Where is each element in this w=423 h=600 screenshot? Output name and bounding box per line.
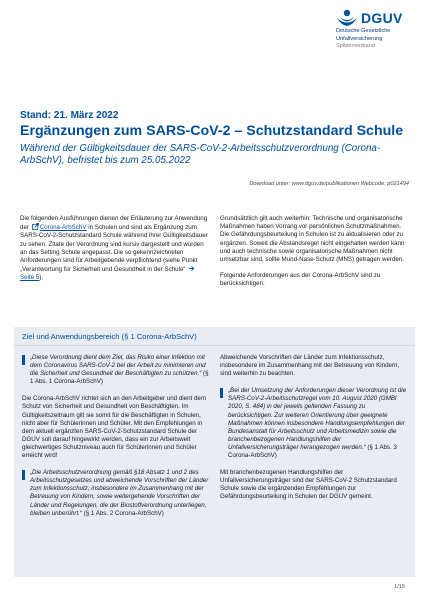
logo-line-3: Spitzenverband xyxy=(336,43,375,50)
quote-block xyxy=(22,354,210,386)
quote-text xyxy=(30,354,210,386)
internal-link-icon xyxy=(188,265,195,272)
page-5-link[interactable]: Seite 5 xyxy=(20,274,40,282)
quote-2-ref: (§ 1 Abs. 2 Corona-ArbSchV) xyxy=(83,509,164,517)
intro-right-column xyxy=(220,215,410,297)
dguv-logo xyxy=(336,9,418,50)
quote-3-ref: (§ 1 Abs. 3 Corona-ArbSchV) xyxy=(228,443,397,460)
quote-3-text: „Bei der Umsetzung der Anforderungen dieser Verordnung ist die SARS-CoV-2-Arbeitsschutzregel vom 10. August 2020 (GMBl 2020, S. 484) in der jeweils geltenden Fassung zu berücksichtigen. Zur weiteren Orientierung über geeignete Maßnahmen können insbesondere Handlungsempfehlungen der Bundesanstalt für Arbeitsschutz und Arbeitsmedizin sowie die branchenbezogenen Handlungshilfen der Unfallversicherungsträger herangezogen werden.“ xyxy=(228,387,407,451)
quote-marker xyxy=(22,354,30,386)
quote-1-ref: (§ 1 Abs. 1 Corona-ArbSchV) xyxy=(30,370,209,386)
intro-text-a: Die folgenden Ausführungen dienen der Erläuterung zur Anwendung der xyxy=(20,215,208,232)
quote-2-text: „Die Arbeitsschutzverordnung gemäß §18 Absatz 1 und 2 des Arbeitsschutzgesetzes und abweichende Vorschriften der Länder zum Infektionsschutz, insbesondere im Zusammenhang mit der Betreuung von Kindern, sowie weitergehende Vorschriften der Länder und Regelungen, die der Biostoffverordnung unterliegen, bleiben unberührt.“ xyxy=(30,469,209,517)
quote-text xyxy=(228,387,408,460)
download-note: Download unter: www.dguv.de/publikationen Webcode: p021494 xyxy=(249,181,409,187)
box-header: Ziel und Anwendungsbereich (§ 1 Corona-ArbSchV) xyxy=(14,327,415,346)
quote-block xyxy=(220,387,408,460)
page-title: Ergänzungen zum SARS-CoV-2 – Schutzstandard Schule xyxy=(20,123,404,139)
quote-marker xyxy=(220,387,228,460)
dguv-logo-icon xyxy=(336,9,358,27)
quote-block xyxy=(22,469,210,518)
scope-info-box xyxy=(14,327,415,577)
box-right-column xyxy=(220,354,408,511)
box-left-paragraph: Die Corona-ArbSchV richtet sich an den Arbeitgeber und dient dem Schutz von Sicherheit und Gesundheit von Beschäftigten. Im Gültigkeitszeitraum gilt sie somit für die Beschäftigten in Schulen, nicht aber für Schülerinnen und Schüler. Mit den Empfehlungen in dem aktuell ergänzten SARS-CoV-2-Schutzstandard Schule der DGUV soll darauf hingewirkt werden, dass ein zur Arbeitswelt gleichwertiges Schutzniveau auch für Schülerinnen und Schüler erreicht wird! xyxy=(22,395,207,460)
intro-text-b: in Schulen und sind als Ergänzung zum SARS-CoV-2-Schutzstandard Schule während ihrer Gültigkeitsdauer zu sehen. Zitate der Verordnung sind kursiv dargestellt und wurden an das Setting Schule angepasst. Die so gekennzeichneten Anforderungen sind für Arbeitgebende verpflichtend (siehe Punkt „Verantwortung für Sicherheit und Gesundheit in der Schule“ xyxy=(20,224,208,274)
logo-line-1: Deutsche Gesetzliche xyxy=(336,28,391,34)
intro-paragraph xyxy=(20,215,210,283)
box-right-paragraph-2: Mit branchenbezogenen Handlungshilfen der Unfallversicherungsträger sind der SARS-CoV-2 Schutzstandard Schule sowie die ergänzenden Empfehlungen zur Gefährdungsbeurteilung in Schulen der DGUV gemeint. xyxy=(220,469,397,501)
page-number: 1/15 xyxy=(394,584,405,590)
page-subtitle: Während der Gültigkeitsdauer der SARS-CoV-2-Arbeitsschutzverordnung (Corona-ArbSchV), befristet bis zum 25.05.2022 xyxy=(20,143,381,167)
external-link-icon xyxy=(32,223,39,230)
quote-text xyxy=(30,469,210,518)
box-right-paragraph-1: Abweichende Vorschriften der Länder zum Infektionsschutz, insbesondere im Zusammenhang mit der Betreuung von Kindern, sind weiterhin zu beachten. xyxy=(220,354,400,378)
quote-marker xyxy=(22,469,30,518)
intro-text-c: ). xyxy=(39,274,44,282)
intro-right-paragraph-1: Grundsätzlich gilt auch weiterhin: Technische und organisatorische Maßnahmen haben Vorrang vor persönlichen Schutzmaßnahmen. Die Gefährdungsbeurteilung in Schulen ist zu aktualisieren oder zu ergänzen. Soweit die Abstandsregel nicht eingehalten werden kann und auch technische sowie organisatorische Maßnahmen nicht umsetzbar sind, sollte Mund-Nase-Schutz (MNS) getragen werden. xyxy=(220,215,405,264)
document-date: Stand: 21. März 2022 xyxy=(20,110,119,121)
corona-arbschv-link[interactable]: Corona-ArbSchV xyxy=(39,224,87,232)
logo-line-2: Unfallversicherung xyxy=(336,35,383,42)
intro-left-column xyxy=(20,215,210,291)
quote-1-text: „Diese Verordnung dient dem Ziel, das Risiko einer Infektion mit dem Coronavirus SARS-CoV-2 bei der Arbeit zu minimieren und die Sicherheit und Gesundheit der Beschäftigten zu schützen.“ xyxy=(30,354,206,378)
logo-wordmark: DGUV xyxy=(361,10,403,26)
intro-right-paragraph-2: Folgende Anforderungen aus der Corona-ArbSchV sind zu berücksichtigen: xyxy=(220,272,381,288)
box-left-column xyxy=(22,354,210,527)
